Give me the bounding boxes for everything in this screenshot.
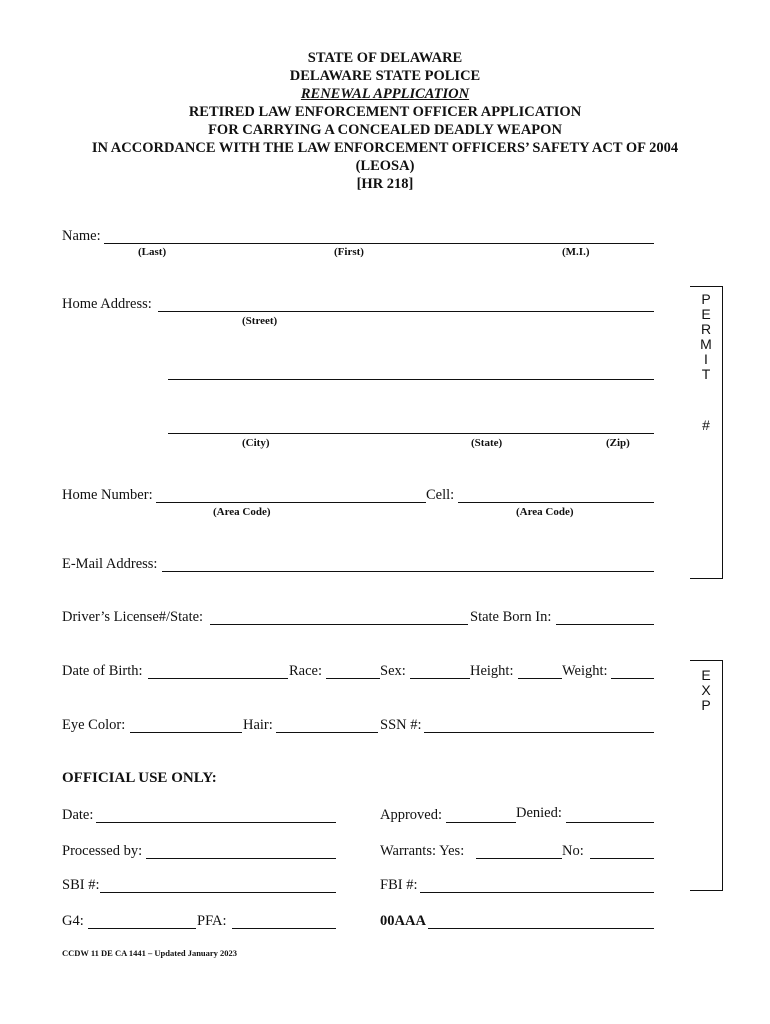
hair-input-line[interactable]	[276, 732, 378, 733]
home-address-label: Home Address:	[62, 296, 152, 312]
permit-vertical-label	[690, 292, 722, 382]
exp-letter: P	[701, 697, 711, 713]
height-label: Height:	[470, 663, 514, 679]
header-application-title: RETIRED LAW ENFORCEMENT OFFICER APPLICATION	[188, 104, 582, 120]
official-use-heading: OFFICIAL USE ONLY:	[62, 770, 217, 786]
header-leosa: (LEOSA)	[355, 158, 415, 174]
header-hr: [HR 218]	[356, 176, 414, 192]
header-purpose: FOR CARRYING A CONCEALED DEADLY WEAPON	[208, 122, 562, 138]
email-input-line[interactable]	[162, 571, 654, 572]
warrants-no-input-line[interactable]	[590, 858, 654, 859]
street-input-line[interactable]	[158, 311, 654, 312]
approved-input-line[interactable]	[446, 822, 516, 823]
warrants-yes-label: Warrants: Yes:	[380, 843, 465, 859]
header-agency: DELAWARE STATE POLICE	[289, 68, 481, 84]
exp-letter: E	[701, 667, 711, 683]
city-state-zip-line[interactable]	[168, 433, 654, 434]
cell-area-code-caption: (Area Code)	[516, 506, 574, 518]
state-born-label: State Born In:	[470, 609, 552, 625]
home-number-label: Home Number:	[62, 487, 153, 503]
height-input-line[interactable]	[518, 678, 562, 679]
ssn-label: SSN #:	[380, 717, 422, 733]
date-label: Date:	[62, 807, 94, 823]
drivers-license-label: Driver’s License#/State:	[62, 609, 204, 625]
cell-input-line[interactable]	[458, 502, 654, 503]
weight-label: Weight:	[562, 663, 608, 679]
form-footer: CCDW 11 DE CA 1441 – Updated January 2023	[62, 948, 238, 958]
sbi-input-line[interactable]	[100, 892, 336, 893]
processed-by-input-line[interactable]	[146, 858, 336, 859]
permit-letter: P	[701, 291, 711, 307]
eye-color-input-line[interactable]	[130, 732, 242, 733]
permit-letter: R	[700, 321, 712, 337]
cell-label: Cell:	[426, 487, 455, 503]
ssn-input-line[interactable]	[424, 732, 654, 733]
header-renewal: RENEWAL APPLICATION	[300, 86, 470, 102]
state-caption: (State)	[471, 437, 503, 449]
warrants-no-label: No:	[562, 843, 584, 859]
header-state: STATE OF DELAWARE	[307, 50, 463, 66]
permit-letter: I	[704, 351, 708, 367]
header-act: IN ACCORDANCE WITH THE LAW ENFORCEMENT OFFICERS’ SAFETY ACT OF 2004	[91, 140, 679, 156]
weight-input-line[interactable]	[611, 678, 654, 679]
email-label: E-Mail Address:	[62, 556, 158, 572]
street-caption: (Street)	[242, 315, 278, 327]
address-line-2[interactable]	[168, 379, 654, 380]
last-name-caption: (Last)	[138, 246, 167, 258]
permit-letter: M	[700, 336, 712, 352]
permit-letter: T	[701, 366, 711, 382]
city-caption: (City)	[242, 437, 270, 449]
drivers-license-input-line[interactable]	[210, 624, 468, 625]
permit-letter: E	[701, 306, 711, 322]
pfa-input-line[interactable]	[232, 928, 336, 929]
sbi-label: SBI #:	[62, 877, 100, 893]
warrants-yes-input-line[interactable]	[476, 858, 562, 859]
exp-letter: X	[701, 682, 711, 698]
permit-prefix-input-line[interactable]	[428, 928, 654, 929]
name-label: Name:	[62, 228, 101, 244]
g4-input-line[interactable]	[88, 928, 196, 929]
name-input-line[interactable]	[104, 243, 654, 244]
fbi-label: FBI #:	[380, 877, 418, 893]
sex-input-line[interactable]	[410, 678, 470, 679]
dob-input-line[interactable]	[148, 678, 288, 679]
date-input-line[interactable]	[96, 822, 336, 823]
race-label: Race:	[289, 663, 323, 679]
zip-caption: (Zip)	[606, 437, 630, 449]
permit-prefix-label: 00AAA	[380, 913, 426, 929]
home-area-code-caption: (Area Code)	[213, 506, 271, 518]
dob-label: Date of Birth:	[62, 663, 143, 679]
exp-vertical-label	[690, 668, 722, 713]
fbi-input-line[interactable]	[420, 892, 654, 893]
middle-initial-caption: (M.I.)	[562, 246, 590, 258]
permit-hash-symbol: #	[702, 417, 710, 433]
first-name-caption: (First)	[334, 246, 364, 258]
home-number-input-line[interactable]	[156, 502, 426, 503]
state-born-input-line[interactable]	[556, 624, 654, 625]
sex-label: Sex:	[380, 663, 406, 679]
g4-label: G4:	[62, 913, 84, 929]
denied-input-line[interactable]	[566, 822, 654, 823]
approved-label: Approved:	[380, 807, 443, 823]
race-input-line[interactable]	[326, 678, 380, 679]
denied-label: Denied:	[516, 805, 562, 821]
pfa-label: PFA:	[197, 913, 227, 929]
hair-label: Hair:	[243, 717, 273, 733]
eye-color-label: Eye Color:	[62, 717, 126, 733]
processed-by-label: Processed by:	[62, 843, 143, 859]
